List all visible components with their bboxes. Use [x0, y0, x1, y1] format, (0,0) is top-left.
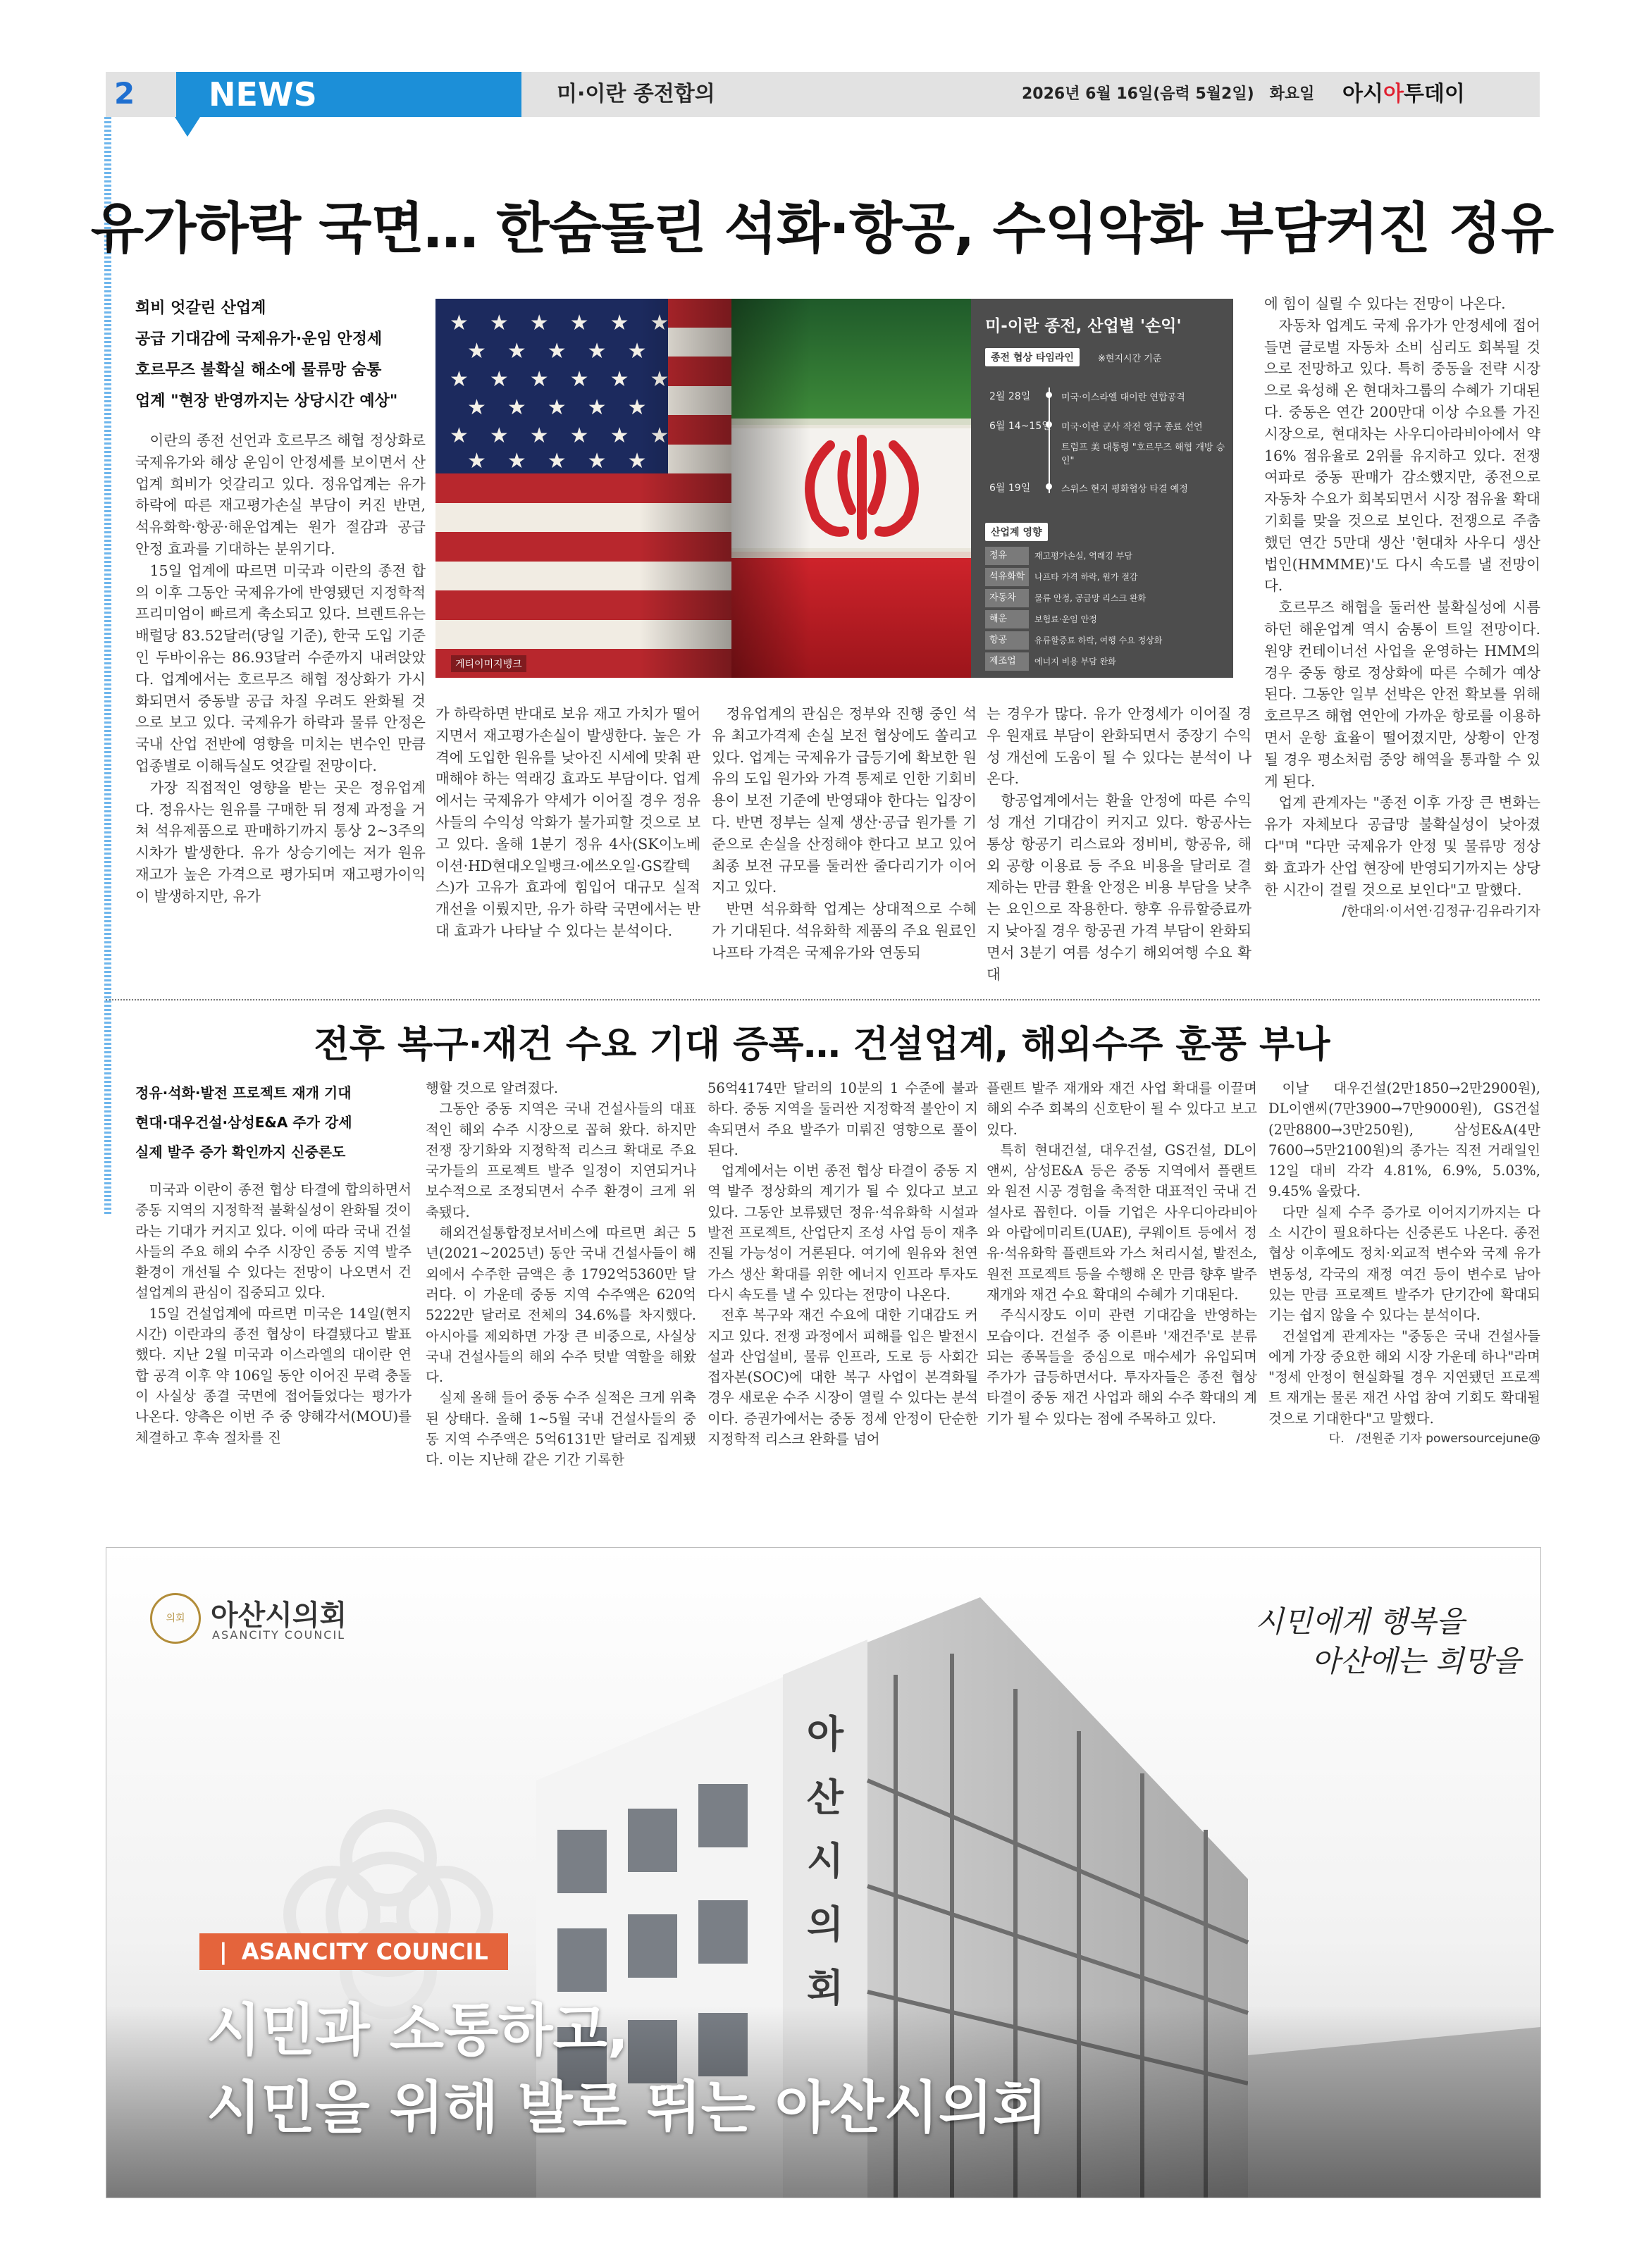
- article2-byline: 다. /전원준 기자 powersourcejune@: [1328, 1432, 1540, 1446]
- infobox-title: 미-이란 종전, 산업별 '손익': [985, 317, 1182, 335]
- article1-subhead-1: 희비 엇갈린 산업계: [135, 299, 266, 317]
- impact-sector: 정유: [985, 547, 1029, 565]
- slogan-line-1: 시민에게 행복을: [1255, 1604, 1465, 1639]
- paragraph: 건설업계 관계자는 "중동은 국내 건설사들에게 가장 중요한 해외 시장 가운데 하나"라며 "정세 안정이 현실화될 경우 지연됐던 프로젝트 재개는 물론 재건 사업 참여 기회도 확대될 것으로 기대한다"고 말했다.: [1268, 1327, 1540, 1427]
- impact-sector: 석유화학: [985, 568, 1029, 586]
- paragraph: 해외건설통합정보서비스에 따르면 최근 5년(2021~2025년) 동안 국내 건설사들이 해외에서 수주한 금액은 총 1792억5360만 달러다. 이 가운데 중동 지역 수주액은 620억5222만 달러로 전체의 34.6%를 차지했다. 아시아를 제외하면 가장 큰 비중으로, 사실상 국내 건설사들의 해외 수주 텃밭 역할을 해왔다.: [426, 1225, 696, 1386]
- section-label-pointer: [175, 117, 200, 137]
- topic-label: 미·이란 종전합의: [557, 82, 715, 106]
- newspaper-logo: [1342, 72, 1465, 117]
- section-label: NEWS: [176, 72, 521, 117]
- asan-council-advertisement: [106, 1547, 1541, 2198]
- article1-subhead-2: 공급 기대감에 국제유가·운임 안정세: [135, 330, 383, 348]
- photo-credit: 게티이미지뱅크: [451, 655, 526, 672]
- paragraph: 56억4174만 달러의 10분의 1 수준에 불과하다. 중동 지역을 둘러싼 지정학적 불안이 지속되면서 주요 발주가 미뤄진 영향으로 풀이된다.: [707, 1080, 978, 1158]
- timeline-event: 스위스 현지 평화협상 타결 예정: [1061, 484, 1188, 495]
- article1-headline: 유가하락 국면… 한숨돌린 석화·항공, 수익악화 부담커진 정유: [90, 197, 1554, 261]
- article-divider: [106, 999, 1540, 1000]
- page-number: 2: [114, 76, 135, 111]
- paragraph: 는 경우가 많다. 유가 안정세가 이어질 경우 원재료 부담이 완화되면서 중장기 수익성 개선에 도움이 될 수 있다는 분석이 나온다.: [987, 705, 1251, 788]
- article1-column-3: [712, 703, 977, 964]
- paragraph: 15일 업계에 따르면 미국과 이란의 종전 합의 이후 그동안 국제유가에 반영됐던 지정학적 프리미엄이 빠르게 축소되고 있다. 브렌트유는 배럴당 83.52달러(당일 기준), 한국 도입 기준인 두바이유는 86.93달러 수준까지 내려앉았다. 업계에서는 호르무즈 해협 정상화가 가시화되면서 중동발 공급 차질 우려도 완화될 것으로 보고 있다. 국제유가 하락과 물류 안정은 국내 산업 전반에 영향을 미치는 변수인 만큼 업종별로 이해득실도 엇갈릴 전망이다.: [135, 562, 426, 774]
- paragraph: 이날 대우건설(2만1850→2만2900원), DL이앤씨(7만3900→7만9000원), GS건설(2만8800→3만250원), 삼성E&A(4만7600→5만2100원)의 종가는 직전 거래일인 12일 대비 각각 4.81%, 6.9%, 5.03%, 9.45% 올랐다.: [1268, 1080, 1540, 1200]
- issue-date: 2026년 6월 16일(음력 5월2일) 화요일: [1022, 85, 1315, 103]
- article1-column-2: [435, 703, 700, 942]
- building-sign: 아산시의회: [806, 1712, 844, 2010]
- timeline-event: 미국·이란 군사 작전 영구 종료 선언: [1061, 422, 1203, 433]
- timeline-axis: [1049, 388, 1050, 493]
- impact-effect: 보험료·운임 안정: [1034, 614, 1097, 624]
- article2-subhead-2: 현대·대우건설·삼성E&A 주가 강세: [135, 1114, 352, 1131]
- paragraph: 15일 건설업계에 따르면 미국은 14일(현지시간) 이란과의 종전 협상이 타결됐다고 발표했다. 지난 2월 미국과 이스라엘의 대이란 연합 공격 이후 약 106일 동안 이어진 무력 충돌이 사실상 종결 국면에 접어들었다는 평가가 나온다. 양측은 이번 주 중 양해각서(MOU)를 체결하고 후속 절차를 진: [135, 1305, 412, 1446]
- paragraph: 업계 관계자는 "종전 이후 가장 큰 변화는 유가 자체보다 공급망 불확실성이 낮아졌다"며 "다만 국제유가 안정 및 물류망 정상화 효과가 산업 현장에 반영되기까지는 상당한 시간이 걸릴 것으로 보인다"고 말했다.: [1264, 794, 1540, 898]
- paragraph: 전후 복구와 재건 수요에 대한 기대감도 커지고 있다. 전쟁 과정에서 피해를 입은 발전시설과 산업설비, 물류 인프라, 도로 등 사회간접자본(SOC)에 대한 복구 사업이 본격화될 경우 새로운 수주 시장이 열릴 수 있다는 분석이다. 증권가에서는 중동 정세 안정이 단순한 지정학적 리스크 완화를 넘어: [707, 1307, 978, 1448]
- impact-sector: 해운: [985, 610, 1029, 628]
- paragraph: 주식시장도 이미 관련 기대감을 반영하는 모습이다. 건설주 중 이른바 '재건주'로 분류되는 종목들을 중심으로 매수세가 유입되며 주가가 급등하면서다. 투자자들은 종전 협상 타결이 중동 재건 사업과 해외 수주 확대의 계기가 될 수 있다는 점에 주목하고 있다.: [987, 1307, 1257, 1427]
- impact-effect: 재고평가손실, 역래깅 부담: [1034, 551, 1132, 561]
- article2-column-5: [1268, 1078, 1540, 1449]
- industry-impact-infobox: [971, 299, 1233, 678]
- article2-column-3: [707, 1078, 978, 1449]
- impact-sector: 제조업: [985, 652, 1029, 671]
- timeline-note: ※현지시간 기준: [1098, 354, 1162, 364]
- impact-row: [985, 568, 1219, 589]
- us-iran-flag-photo: [435, 299, 971, 678]
- tag-bar: |: [219, 1938, 228, 1965]
- paragraph: 가장 직접적인 영향을 받는 곳은 정유업계다. 정유사는 원유를 구매한 뒤 정제 과정을 거쳐 석유제품으로 판매하기까지 통상 2~3주의 시차가 발생한다. 유가 상승기에는 저가 원유 재고가 높은 가격으로 평가되며 재고평가이익이 발생하지만, 유가: [135, 779, 426, 905]
- impact-effect: 나프타 가격 하락, 원가 절감: [1034, 572, 1138, 582]
- timeline-date: 6월 14~15일: [989, 421, 1051, 432]
- paragraph: 다만 실제 수주 증가로 이어지기까지는 다소 시간이 필요하다는 신중론도 나온다. 종전 협상 이후에도 정치·외교적 변수와 국제 유가 변동성, 각국의 재정 여건 등이 변수로 남아 있는 만큼 프로젝트 발주가 단기간에 확대되기는 쉽지 않을 수 있다는 분석이다.: [1268, 1203, 1540, 1324]
- article2-column-2: [426, 1078, 696, 1470]
- slogan-line-2: 아산에는 희망을: [1311, 1644, 1521, 1678]
- article1-column-1: [135, 293, 426, 907]
- article1-column-5: [1264, 293, 1540, 922]
- timeline-dot: [1046, 392, 1052, 398]
- impact-effect: 에너지 비용 부담 완화: [1034, 657, 1116, 667]
- article2-column-4: [987, 1078, 1257, 1429]
- article2-subhead-1: 정유·석화·발전 프로젝트 재개 기대: [135, 1084, 352, 1101]
- paragraph: 플랜트 발주 재개와 재건 사업 확대를 이끌며 해외 수주 회복의 신호탄이 될 수 있다고 보고 있다.: [987, 1080, 1257, 1138]
- article1-subhead-3: 호르무즈 불확실 해소에 물류망 숨통: [135, 361, 382, 379]
- impact-row: [985, 547, 1219, 568]
- timeline-label: 종전 협상 타임라인: [985, 348, 1080, 366]
- article1-subhead-4: 업계 "현장 반영까지는 상당시간 예상": [135, 392, 398, 410]
- impact-label: 산업계 영향: [985, 523, 1048, 541]
- impact-sector: 자동차: [985, 589, 1029, 607]
- paragraph: 업계에서는 이번 종전 협상 타결이 중동 지역 발주 정상화의 계기가 될 수 있다고 보고 있다. 그동안 보류됐던 정유·석유화학 시설과 발전 프로젝트, 산업단지 조성 사업 등이 재추진될 가능성이 거론된다. 여기에 원유와 천연가스 생산 확대를 위한 에너지 인프라 투자도 다시 속도를 낼 수 있다는 전망이 나온다.: [707, 1163, 978, 1303]
- logo-part-2: 아: [1383, 82, 1404, 106]
- paragraph: 가 하락하면 반대로 보유 재고 가치가 떨어지면서 재고평가손실이 발생한다. 높은 가격에 도입한 원유를 낮아진 시세에 맞춰 판매해야 하는 역래깅 효과도 부담이다. 업계에서는 국제유가 약세가 이어질 경우 정유사들의 수익성 악화가 불가피할 것으로 보고 있다. 올해 1분기 정유 4사(SK이노베이션·HD현대오일뱅크·에쓰오일·GS칼텍스)가 고유가 효과에 힘입어 대규모 실적 개선을 이뤘지만, 유가 하락 국면에서는 반대 효과가 나타날 수 있다는 분석이다.: [435, 705, 700, 939]
- paragraph: 실제 올해 들어 중동 수주 실적은 크게 위축된 상태다. 올해 1~5월 국내 건설사들의 중동 지역 수주액은 5억6131만 달러로 집계됐다. 이는 지난해 같은 기간 기록한: [426, 1389, 696, 1468]
- paragraph: 항공업계에서는 환율 안정에 따른 수익성 개선 기대감이 커지고 있다. 항공사는 통상 항공기 리스료와 정비비, 항공유, 해외 공항 이용료 등 주요 비용을 달러로 결제하는 만큼 환율 안정은 비용 부담을 낮추는 요인으로 작용한다. 향후 유류할증료까지 낮아질 경우 항공권 가격 부담이 완화되면서 3분기 여름 성수기 해외여행 수요 확대: [987, 792, 1251, 983]
- ad-copy-line-1: 시민과 소통하고,: [206, 1997, 629, 2063]
- council-seal-icon: 의회: [150, 1593, 201, 1644]
- tag-text: ASANCITY COUNCIL: [241, 1938, 488, 1965]
- impact-row: [985, 652, 1219, 674]
- council-name: 아산시의회: [211, 1599, 347, 1632]
- paragraph: 에 힘이 실릴 수 있다는 전망이 나온다.: [1264, 295, 1506, 312]
- impact-effect: 물류 안정, 공급망 리스크 완화: [1034, 593, 1147, 603]
- timeline-event: 미국·이스라엘 대이란 연합공격: [1061, 392, 1185, 403]
- article2-subhead-3: 실제 발주 증가 확인까지 신중론도: [135, 1144, 346, 1160]
- council-name-english: ASANCITY COUNCIL: [212, 1628, 346, 1642]
- logo-part-1: 아시: [1342, 82, 1383, 106]
- paragraph: 그동안 중동 지역은 국내 건설사들의 대표적인 해외 수주 시장으로 꼽혀 왔다. 하지만 전쟁 장기화와 지정학적 리스크 확대로 주요 국가들의 프로젝트 발주 일정이 지연되거나 보수적으로 조정되면서 수주 환경이 크게 위축됐다.: [426, 1101, 696, 1220]
- paragraph: 행할 것으로 알려졌다.: [426, 1080, 559, 1096]
- paragraph: 호르무즈 해협을 둘러싼 불확실성에 시름하던 해운업계 역시 숨통이 트일 전망이다. 원양 컨테이너선 사업을 운영하는 HMM의 경우 중동 항로 정상화에 따른 수혜가 예상된다. 그동안 일부 선박은 안전 확보를 위해 호르무즈 해협 연안에 가까운 항로를 이용하면서 운항 효율이 떨어졌지만, 상황이 안정될 경우 평소처럼 중앙 해역을 통과할 수 있게 된다.: [1264, 599, 1540, 790]
- impact-effect: 유류할증료 하락, 여행 수요 정상화: [1034, 636, 1163, 645]
- ad-copy-line-2: 시민을 위해 발로 뛰는 아산시의회: [206, 2075, 1048, 2140]
- paragraph: 자동차 업계도 국제 유가가 안정세에 접어들면 글로벌 자동차 소비 심리도 회복될 것으로 전망하고 있다. 특히 중동을 전략 시장으로 육성해 온 현대차그룹의 수혜가 기대된다. 중동은 연간 200만대 이상 수요를 가진 시장으로, 현대차는 사우디아라비아에서 약 16% 점유율로 2위를 유지하고 있다. 전쟁 여파로 중동 판매가 감소했지만, 종전으로 자동차 수요가 회복되면서 시장 점유율 확대 기회를 맞을 것으로 보인다. 전쟁으로 주춤했던 연간 5만대 생산 '현대차 사우디 생산법인(HMMME)'도 다시 속도를 낼 전망이다.: [1264, 316, 1540, 595]
- paragraph: 이란의 종전 선언과 호르무즈 해협 정상화로 국제유가와 해상 운임이 안정세를 보이면서 산업계 희비가 엇갈리고 있다. 정유업계는 유가 하락에 따른 재고평가손실 부담이 커진 반면, 석유화학·항공·해운업계는 원가 절감과 공급 안정 효과를 기대하는 분위기다.: [135, 432, 426, 557]
- article2-column-1: [135, 1078, 412, 1448]
- ad-main-copy: [206, 1992, 1047, 2147]
- article1-byline: /한대의·이서연·김정규·김유라기자: [1342, 903, 1540, 919]
- paragraph: 특히 현대건설, 대우건설, GS건설, DL이앤씨, 삼성E&A 등은 중동 지역에서 플랜트와 원전 시공 경험을 축적한 대표적인 국내 건설사로 꼽힌다. 이들 기업은 사우디아라비아와 아랍에미리트(UAE), 쿠웨이트 등에서 정유·석유화학 플랜트와 가스 처리시설, 발전소, 원전 프로젝트 등을 수행해 온 만큼 향후 발주 재개와 재건 수요 확대의 수혜가 기대된다.: [987, 1141, 1257, 1303]
- article1-column-4: [987, 703, 1251, 985]
- timeline-date: 6월 19일: [989, 483, 1031, 494]
- impact-row: [985, 631, 1219, 652]
- flag-illustration: [435, 299, 971, 678]
- paragraph: 반면 석유화학 업계는 상대적으로 수혜가 기대된다. 석유화학 제품의 주요 원료인 나프타 가격은 국제유가와 연동되: [712, 900, 977, 961]
- timeline-dot: [1046, 483, 1052, 490]
- impact-row: [985, 589, 1219, 610]
- timeline-event: 트럼프 美 대통령 "호르무즈 해협 개방 승인": [1061, 442, 1225, 466]
- paragraph: 미국과 이란이 종전 협상 타결에 합의하면서 중동 지역의 지정학적 불확실성이 완화될 것이라는 기대가 커지고 있다. 이에 따라 국내 건설사들의 주요 해외 수주 시장인 중동 지역 발주 환경이 개선될 수 있다는 전망이 나오면서 건설업계의 관심이 집중되고 있다.: [135, 1182, 412, 1301]
- logo-part-3: 투데이: [1403, 82, 1465, 106]
- paragraph: 정유업계의 관심은 정부와 진행 중인 석유 최고가격제 손실 보전 협상에도 쏠리고 있다. 업계는 국제유가 급등기에 확보한 원유의 도입 원가와 가격 통제로 인한 기회비용이 보전 기준에 반영돼야 한다는 입장이다. 반면 정부는 실제 생산·공급 원가를 기준으로 손실을 산정해야 한다고 보고 있어 최종 보전 규모를 둘러싼 줄다리기가 이어지고 있다.: [712, 705, 977, 896]
- impact-row: [985, 610, 1219, 631]
- impact-sector: 항공: [985, 631, 1029, 650]
- council-tag: [199, 1933, 508, 1970]
- timeline-date: 2월 28일: [989, 391, 1031, 402]
- article2-headline: 전후 복구·재건 수요 기대 증폭… 건설업계, 해외수주 훈풍 부나: [314, 1024, 1330, 1066]
